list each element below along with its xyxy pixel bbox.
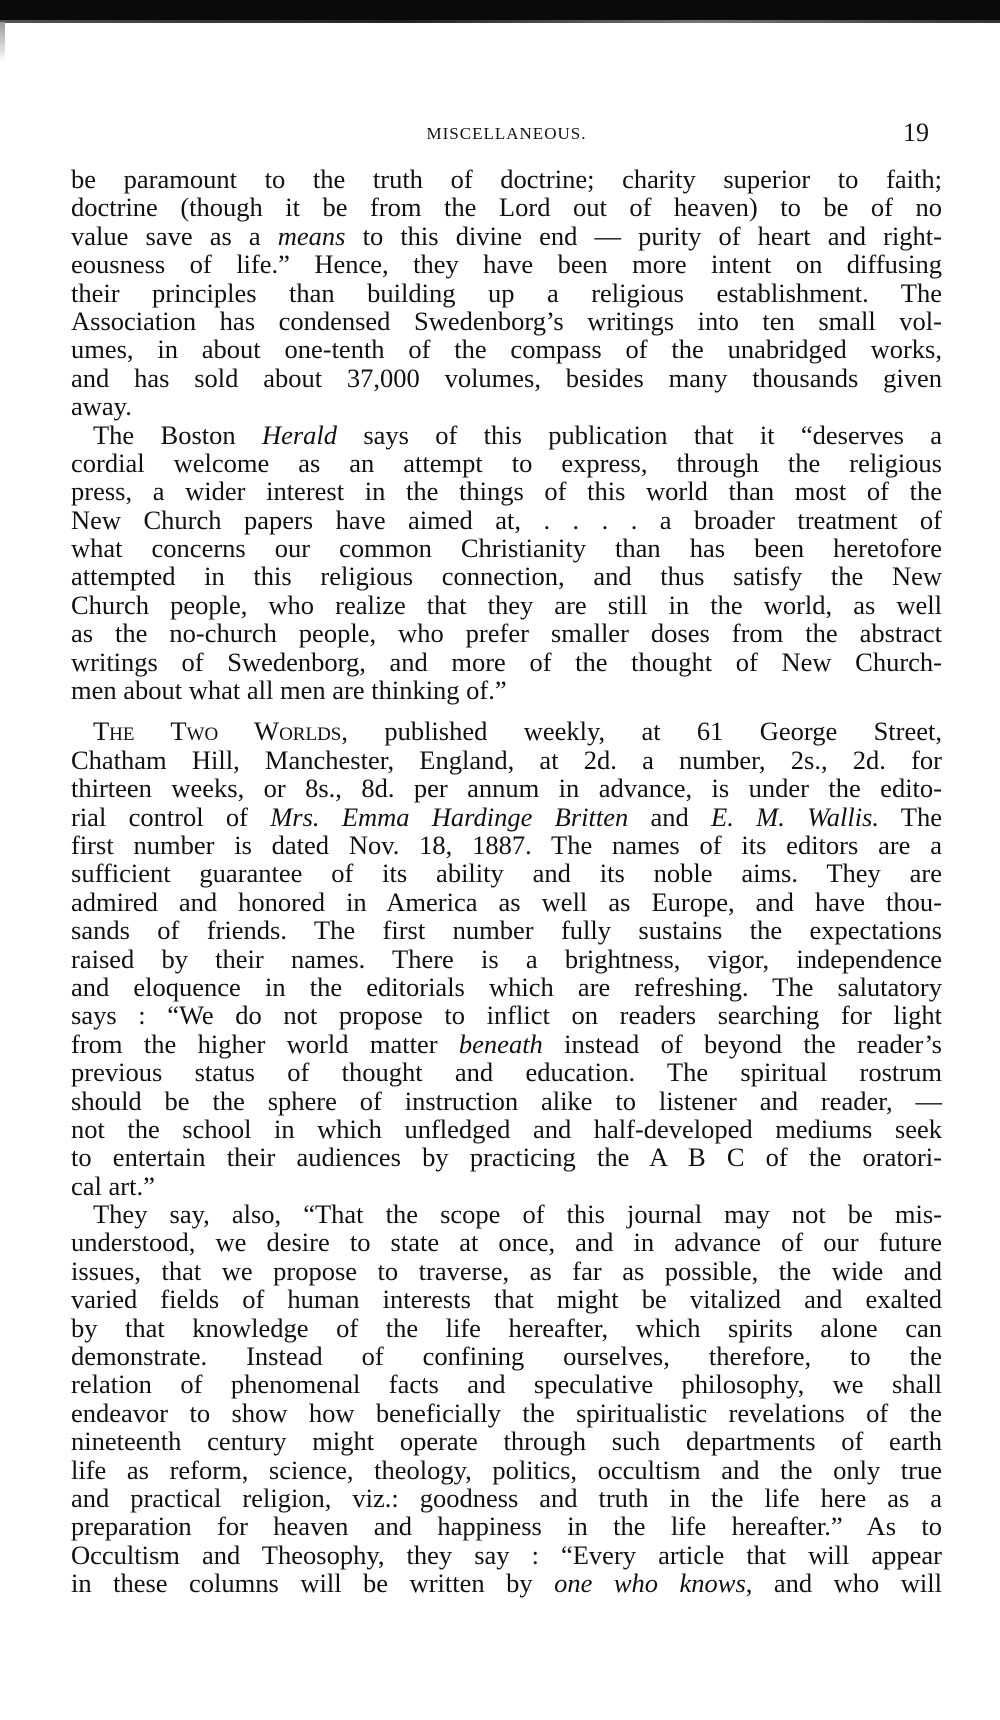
text-line	[71, 1257, 942, 1285]
text-segment: and practical religion, viz.: goodness and truth in the life here as a	[71, 1482, 942, 1513]
text-segment: previous status of thought and education. The spiritual rostrum	[71, 1057, 942, 1088]
text-line	[71, 973, 942, 1001]
text-line	[71, 717, 942, 745]
text-line	[71, 676, 942, 704]
text-segment: preparation for heaven and happiness in the life hereafter.” As to	[71, 1511, 942, 1542]
text-line	[71, 945, 942, 973]
text-segment: , published weekly, at 61 George Street,	[341, 716, 942, 747]
text-segment: understood, we desire to state at once, and in advance of our future	[71, 1227, 942, 1258]
text-line	[71, 1370, 942, 1398]
page-number: 19	[903, 118, 929, 147]
text-segment: and eloquence in the editorials which are refreshing. The salutatory	[71, 971, 942, 1002]
italic-text: Herald	[261, 419, 338, 450]
text-line	[71, 1115, 942, 1143]
text-segment: life as reform, science, theology, politics, occultism and the only true	[71, 1454, 942, 1485]
text-segment: Chatham Hill, Manchester, England, at 2d. a number, 2s., 2d. for	[71, 744, 942, 775]
italic-text: E. M. Wallis.	[711, 801, 879, 832]
text-segment: thirteen weeks, or 8s., 8d. per annum in advance, is under the edito-	[71, 773, 942, 804]
text-line	[71, 307, 942, 335]
text-line	[71, 1200, 942, 1228]
text-segment: to this divine end — purity of heart and right-	[345, 220, 942, 251]
paragraph	[71, 421, 942, 705]
text-segment: men about what all men are thinking of.”	[71, 675, 507, 706]
italic-text: beneath	[458, 1028, 543, 1059]
text-line	[71, 222, 942, 250]
text-line	[71, 392, 942, 420]
text-segment: from the higher world matter	[71, 1028, 459, 1059]
text-segment: be paramount to the truth of doctrine; charity superior to faith;	[71, 164, 942, 194]
text-line	[71, 1484, 942, 1512]
text-segment: relation of phenomenal facts and speculative philosophy, we shall	[71, 1369, 942, 1400]
text-line	[71, 1087, 942, 1115]
text-segment: to entertain their audiences by practicing the A B C of the oratori-	[71, 1142, 942, 1173]
text-line	[71, 1399, 942, 1427]
text-segment: value save as a	[71, 220, 278, 251]
text-segment: raised by their names. There is a brightness, vigor, independence	[71, 943, 942, 974]
paragraph	[71, 165, 942, 421]
text-segment: should be the sphere of instruction alike to listener and reader, —	[71, 1085, 942, 1116]
text-segment: writings of Swedenborg, and more of the thought of New Church-	[71, 646, 942, 677]
text-segment: says of this publication that it “deserves a	[337, 419, 942, 450]
text-segment: Association has condensed Swedenborg’s writings into ten small vol-	[71, 305, 942, 336]
text-line	[71, 449, 942, 477]
text-segment: The	[879, 801, 942, 832]
text-line	[71, 1228, 942, 1256]
text-segment: varied fields of human interests that might be vitalized and exalted	[71, 1284, 942, 1315]
text-segment: doctrine (though it be from the Lord out of heaven) to be of no	[71, 192, 942, 223]
text-segment: Church people, who realize that they are still in the world, as well	[71, 589, 942, 620]
text-line	[71, 1342, 942, 1370]
text-segment: rial control of	[71, 801, 271, 832]
small-caps-text: The Two Worlds	[93, 716, 342, 747]
text-line	[71, 1541, 942, 1569]
text-segment: what concerns our common Christianity than has been heretofore	[71, 533, 942, 564]
text-segment: The Boston	[93, 419, 262, 450]
text-line	[71, 279, 942, 307]
text-segment: sufficient guarantee of its ability and its noble aims. They are	[71, 858, 942, 889]
text-line	[71, 1143, 942, 1171]
text-line	[71, 477, 942, 505]
text-segment: They say, also, “That the scope of this journal may not be mis-	[93, 1199, 942, 1230]
text-segment: as the no-church people, who prefer smaller doses from the abstract	[71, 618, 942, 649]
text-segment: admired and honored in America as well as Europe, and have thou-	[71, 886, 942, 917]
text-segment: nineteenth century might operate through such departments of earth	[71, 1426, 942, 1457]
scan-smudge	[0, 22, 5, 62]
text-segment: sands of friends. The first number fully sustains the expectations	[71, 915, 942, 946]
text-segment: umes, in about one-tenth of the compass of the unabridged works,	[71, 334, 942, 365]
text-line	[71, 1512, 942, 1540]
text-line	[71, 506, 942, 534]
text-segment: cordial welcome as an attempt to express, through the religious	[71, 447, 942, 478]
text-segment: in these columns will be written by	[71, 1568, 555, 1599]
text-line	[71, 831, 942, 859]
text-line	[71, 859, 942, 887]
text-segment: not the school in which unfledged and half-developed mediums seek	[71, 1113, 942, 1144]
text-line	[71, 746, 942, 774]
text-segment: Occultism and Theosophy, they say : “Every article that will appear	[71, 1539, 942, 1570]
text-line	[71, 1314, 942, 1342]
italic-text: means	[277, 220, 346, 251]
running-title: MISCELLANEOUS.	[426, 124, 587, 143]
text-line	[71, 916, 942, 944]
text-segment: first number is dated Nov. 18, 1887. The names of its editors are a	[71, 829, 942, 860]
text-line	[71, 619, 942, 647]
text-line	[71, 888, 942, 916]
italic-text: one who knows	[554, 1568, 746, 1599]
text-line	[71, 421, 942, 449]
text-line	[71, 193, 942, 221]
text-segment: eousness of life.” Hence, they have been more intent on diffusing	[71, 249, 942, 280]
text-line	[71, 1427, 942, 1455]
text-segment: says : “We do not propose to inflict on readers searching for light	[71, 1000, 942, 1031]
text-line	[71, 774, 942, 802]
text-line	[71, 562, 942, 590]
text-line	[71, 250, 942, 278]
text-segment: their principles than building up a religious establishment. The	[71, 277, 942, 308]
text-line	[71, 648, 942, 676]
text-segment: and has sold about 37,000 volumes, besides many thousands given	[71, 362, 942, 393]
page-header	[71, 118, 942, 148]
scan-border-top	[0, 0, 1000, 20]
text-line	[71, 335, 942, 363]
text-segment: away.	[71, 391, 132, 422]
text-segment: attempted in this religious connection, and thus satisfy the New	[71, 561, 942, 592]
text-segment: New Church papers have aimed at, . . . . a broader treatment of	[71, 504, 942, 535]
text-line	[71, 1456, 942, 1484]
text-line	[71, 1569, 942, 1597]
text-line	[71, 364, 942, 392]
text-line	[71, 803, 942, 831]
text-line	[71, 1030, 942, 1058]
paragraph	[71, 1200, 942, 1597]
text-segment: cal art.”	[71, 1170, 155, 1201]
text-segment: instead of beyond the reader’s	[542, 1028, 942, 1059]
text-segment: issues, that we propose to traverse, as far as possible, the wide and	[71, 1255, 942, 1286]
body-text	[71, 165, 942, 1598]
text-line	[71, 165, 942, 193]
text-line	[71, 1285, 942, 1313]
text-line	[71, 1058, 942, 1086]
paragraph	[71, 717, 942, 1200]
text-line	[71, 1001, 942, 1029]
text-segment: by that knowledge of the life hereafter, which spirits alone can	[71, 1312, 942, 1343]
text-segment: demonstrate. Instead of confining ourselves, therefore, to the	[71, 1341, 942, 1372]
text-segment: and	[628, 801, 712, 832]
text-line	[71, 591, 942, 619]
text-line	[71, 534, 942, 562]
text-segment: endeavor to show how beneficially the spiritualistic revelations of the	[71, 1397, 942, 1428]
text-line	[71, 1172, 942, 1200]
text-segment: press, a wider interest in the things of this world than most of the	[71, 476, 942, 507]
scan-border-edge	[0, 20, 1000, 23]
text-segment: , and who will	[745, 1568, 943, 1599]
italic-text: Mrs. Emma Hardinge Britten	[270, 801, 629, 832]
